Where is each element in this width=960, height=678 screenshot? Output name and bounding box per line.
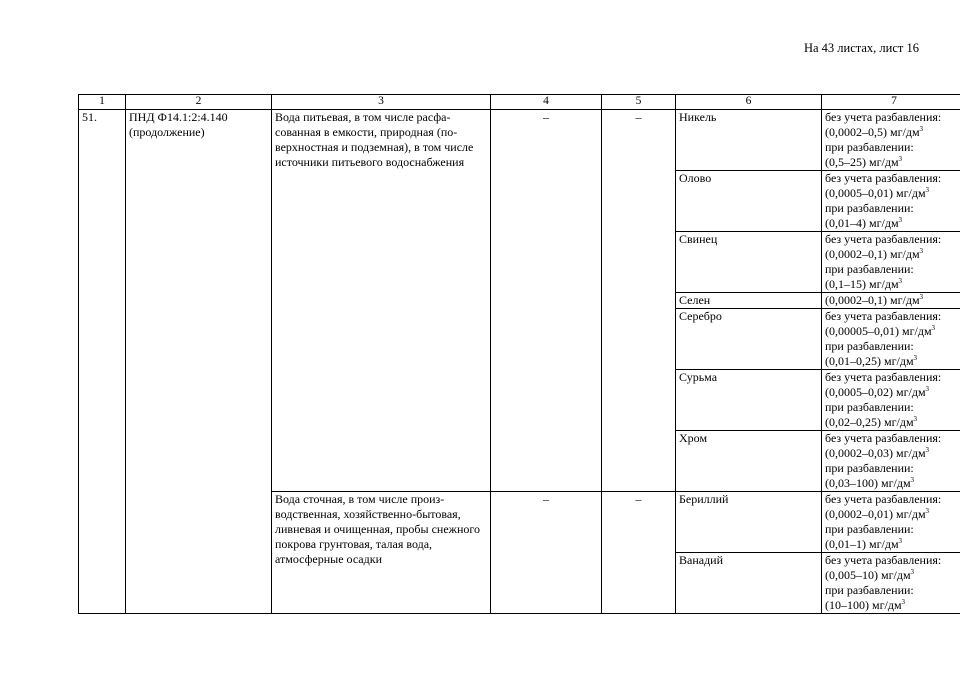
unit-superscript: 3 — [913, 415, 918, 423]
range-line: при разбавлении: — [825, 201, 914, 215]
unit-superscript: 3 — [898, 216, 903, 224]
range-line: (0,005–10) $мг/дм^3$ — [825, 568, 915, 582]
sheet-number: На 43 листах, лист 16 — [803, 41, 919, 55]
range-line: при разбавлении: — [825, 461, 914, 475]
header-cell: 4 — [491, 95, 602, 110]
range-line: (0,0002–0,1) $мг/дм^3$ — [825, 247, 924, 261]
unit-superscript: 3 — [931, 324, 936, 332]
element-cell: Никель — [676, 110, 822, 171]
range-line: без учета разбавления: — [825, 309, 942, 323]
element-cell: Ванадий — [676, 553, 822, 614]
unit-superscript: 3 — [898, 277, 903, 285]
unit-superscript: 3 — [925, 507, 930, 515]
unit-superscript: 3 — [919, 293, 924, 301]
range-cell — [822, 171, 960, 232]
unit-superscript: 3 — [919, 247, 924, 255]
element-cell: Хром — [676, 431, 822, 492]
range-line: (0,01–1) $мг/дм^3$ — [825, 537, 903, 551]
range-line: при разбавлении: — [825, 140, 914, 154]
header-cell: 3 — [272, 95, 491, 110]
range-line: (10–100) $мг/дм^3$ — [825, 598, 906, 612]
header-cell: 6 — [676, 95, 822, 110]
col4-cell: – — [491, 492, 602, 614]
unit-superscript: 3 — [898, 155, 903, 163]
range-line: без учета разбавления: — [825, 171, 942, 185]
range-cell — [822, 309, 960, 370]
range-cell — [822, 232, 960, 293]
range-line: (0,03–100) $мг/дм^3$ — [825, 476, 915, 490]
unit-superscript: 3 — [925, 186, 930, 194]
range-line: (0,0002–0,01) $мг/дм^3$ — [825, 507, 930, 521]
object-cell: Вода сточная, в том числе произ-водственная, хозяйственно-бытовая, ливневая и очищенная, пробы снежного покрова грунтовая, талая вода, атмосферные осадки — [272, 492, 491, 614]
unit-superscript: 3 — [913, 354, 918, 362]
object-cell: Вода питьевая, в том числе расфа-сованная в емкости, природная (по-верхностная и подземная), в том числе источники питьевого водоснабжения — [272, 110, 491, 492]
unit-superscript: 3 — [925, 385, 930, 393]
range-line: без учета разбавления: — [825, 232, 942, 246]
range-cell — [822, 293, 960, 309]
element-cell: Селен — [676, 293, 822, 309]
range-line: без учета разбавления: — [825, 431, 942, 445]
range-line: (0,0005–0,01) $мг/дм^3$ — [825, 186, 930, 200]
col5-cell: – — [602, 492, 676, 614]
range-line: (0,01–4) $мг/дм^3$ — [825, 216, 903, 230]
range-line: при разбавлении: — [825, 522, 914, 536]
element-cell: Сурьма — [676, 370, 822, 431]
element-cell: Серебро — [676, 309, 822, 370]
element-cell: Свинец — [676, 232, 822, 293]
range-line: при разбавлении: — [825, 339, 914, 353]
table-body — [79, 110, 960, 614]
element-cell: Бериллий — [676, 492, 822, 553]
header-cell: 1 — [79, 95, 126, 110]
header-row — [79, 95, 960, 110]
range-line: без учета разбавления: — [825, 553, 942, 567]
element-cell: Олово — [676, 171, 822, 232]
range-line: (0,0002–0,03) $мг/дм^3$ — [825, 446, 930, 460]
range-line: (0,5–25) $мг/дм^3$ — [825, 155, 903, 169]
unit-superscript: 3 — [925, 446, 930, 454]
range-cell — [822, 492, 960, 553]
range-line: без учета разбавления: — [825, 110, 942, 124]
range-cell — [822, 370, 960, 431]
range-line: (0,0005–0,02) $мг/дм^3$ — [825, 385, 930, 399]
unit-superscript: 3 — [901, 598, 906, 606]
unit-superscript: 3 — [910, 568, 915, 576]
range-line: (0,1–15) $мг/дм^3$ — [825, 277, 903, 291]
header-cell: 7 — [822, 95, 960, 110]
range-cell — [822, 553, 960, 614]
unit-superscript: 3 — [910, 476, 915, 484]
col5-cell: – — [602, 110, 676, 492]
range-line: (0,01–0,25) $мг/дм^3$ — [825, 354, 918, 368]
range-line: (0,00005–0,01) $мг/дм^3$ — [825, 324, 936, 338]
range-line: при разбавлении: — [825, 262, 914, 276]
header-cell: 5 — [602, 95, 676, 110]
unit-superscript: 3 — [898, 537, 903, 545]
range-line: (0,02–0,25) $мг/дм^3$ — [825, 415, 918, 429]
header-cell: 2 — [126, 95, 272, 110]
range-line: (0,0002–0,5) $мг/дм^3$ — [825, 125, 924, 139]
range-cell — [822, 110, 960, 171]
method-cell: ПНД Ф14.1:2:4.140 (продолжение) — [126, 110, 272, 614]
col4-cell: – — [491, 110, 602, 492]
unit-superscript: 3 — [919, 125, 924, 133]
range-line: без учета разбавления: — [825, 370, 942, 384]
range-cell — [822, 431, 960, 492]
range-line: (0,0002–0,1) $мг/дм^3$ — [825, 293, 924, 307]
row-number-cell: 51. — [79, 110, 126, 614]
range-line: при разбавлении: — [825, 400, 914, 414]
range-line: при разбавлении: — [825, 583, 914, 597]
range-line: без учета разбавления: — [825, 492, 942, 506]
table-row — [79, 110, 960, 171]
methods-table — [78, 94, 960, 614]
